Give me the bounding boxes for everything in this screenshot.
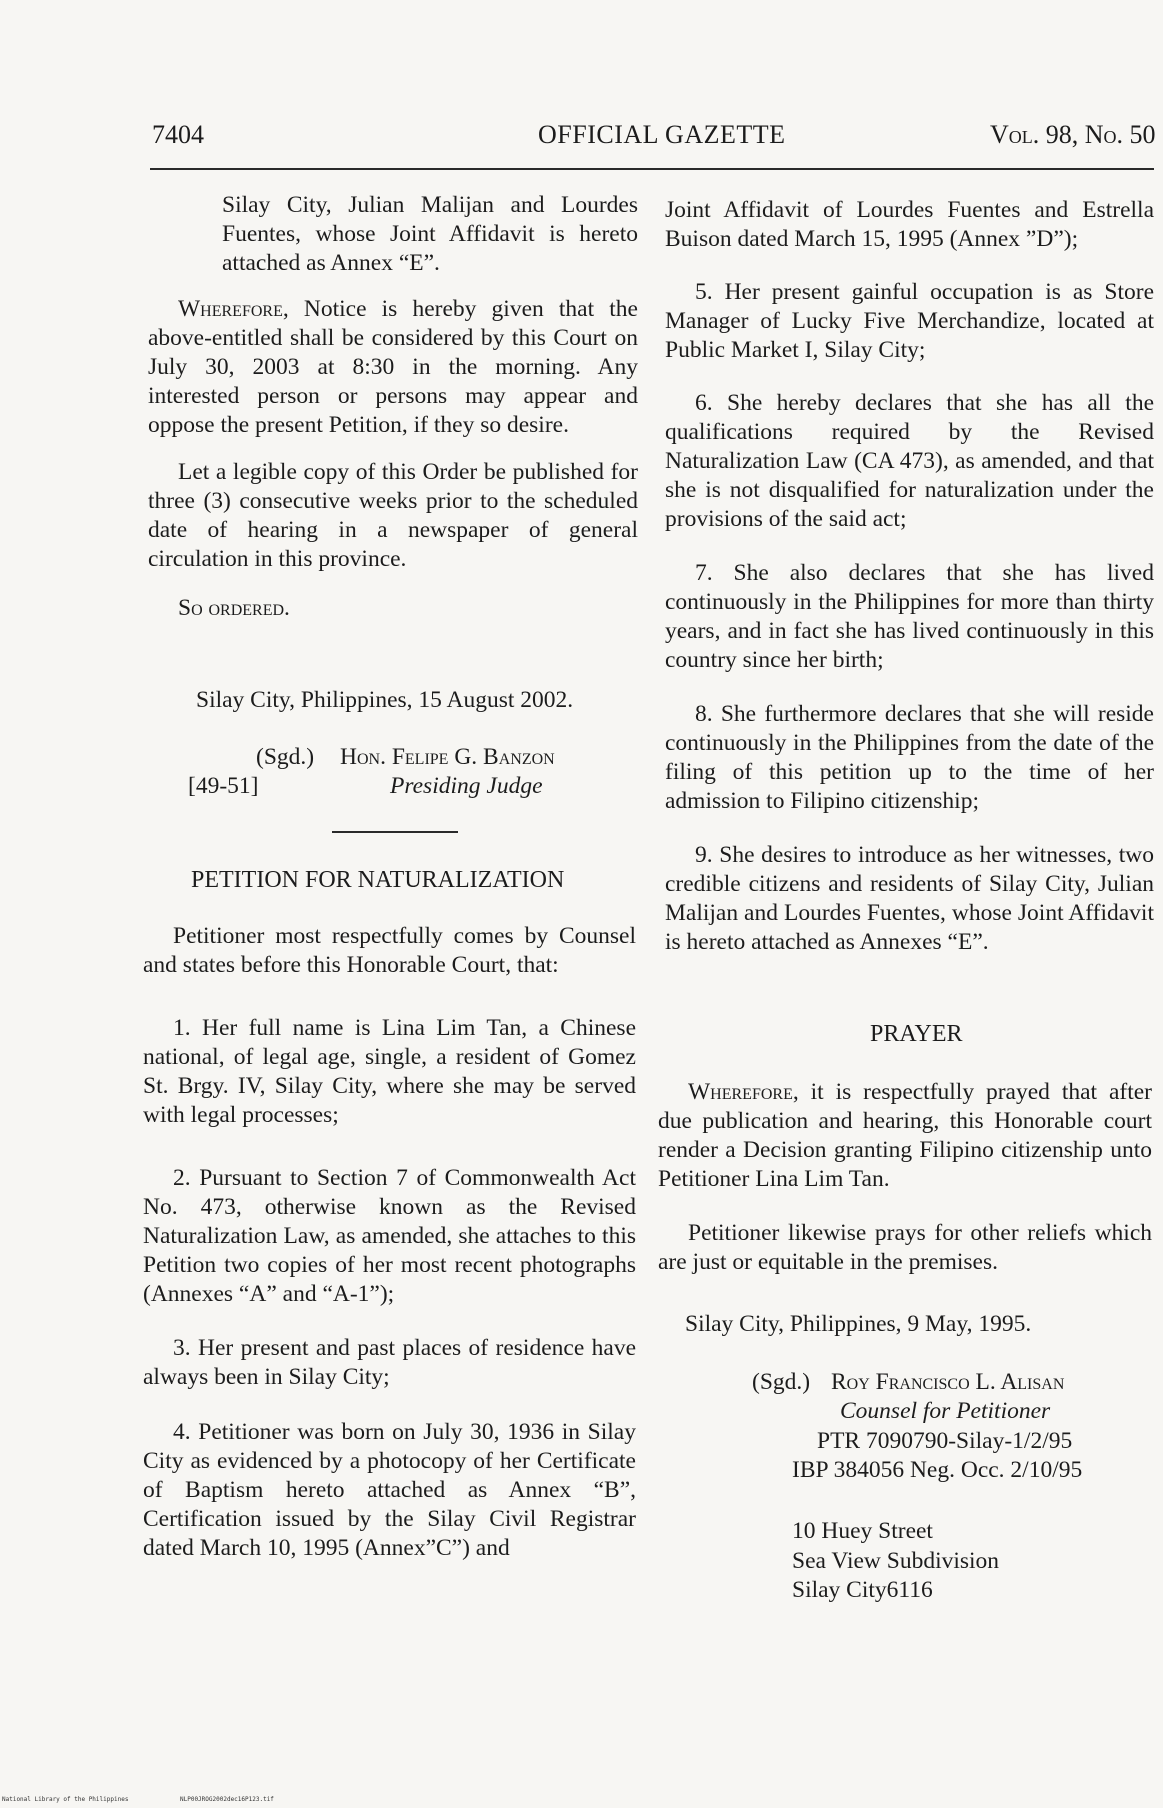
petition-place-date: Silay City, Philippines, 9 May, 1995. (685, 1311, 1032, 1337)
prayer-lead: Wherefore, (688, 1079, 799, 1105)
order-place-date: Silay City, Philippines, 15 August 2002. (196, 687, 574, 713)
address-line-1: 10 Huey Street (792, 1518, 933, 1544)
left-column (148, 191, 638, 623)
wherefore-text: Notice is hereby given that the above-entitled shall be considered by this Court on July 30, 2003 at 8:30 in the morning. Any interested person or persons may appear and oppose the present Petition, if they so desire. (148, 296, 638, 438)
petition-heading: PETITION FOR NATURALIZATION (191, 867, 565, 893)
counsel-ibp: IBP 384056 Neg. Occ. 2/10/95 (792, 1457, 1083, 1483)
page-number: 7404 (152, 120, 204, 149)
petition-body (143, 922, 636, 1563)
volume-number: Vol. 98, No. 50 (990, 120, 1156, 149)
petition-intro: Petitioner most respectfully comes by Counsel and states before this Honorable Court, that: (143, 923, 636, 978)
so-ordered: So ordered. (178, 595, 290, 621)
prayer-wherefore (658, 1078, 1152, 1194)
notice-continuation: Silay City, Julian Malijan and Lourdes Fuentes, whose Joint Affidavit is hereto attached as Annex “E”. (222, 192, 638, 276)
judge-title: Presiding Judge (390, 773, 543, 799)
judge-sgd: (Sgd.) (256, 744, 315, 770)
counsel-ptr: PTR 7090790-Silay-1/2/95 (817, 1428, 1073, 1454)
counsel-title: Counsel for Petitioner (840, 1398, 1051, 1424)
wherefore-lead: Wherefore, (178, 296, 289, 322)
petition-item-7: 7. She also declares that she has lived continuously in the Philippines for more than thirty years, and in fact she has lived continuously in this country since her birth; (665, 560, 1154, 673)
judge-name: Hon. Felipe G. Banzon (340, 744, 555, 770)
notice-wherefore (148, 295, 638, 440)
prayer-text: it is respectfully prayed that after due publication and hearing, this Honorable court render a Decision granting Filipino citizenship unto Petitioner Lina Lim Tan. (658, 1079, 1152, 1192)
petition-item-3: 3. Her present and past places of residence have always been in Silay City; (143, 1335, 636, 1390)
publication-order: Let a legible copy of this Order be published for three (3) consecutive weeks prior to the scheduled date of hearing in a newspaper of general circulation in this province. (148, 459, 638, 572)
publication-title: OFFICIAL GAZETTE (538, 120, 786, 149)
petition-item-1: 1. Her full name is Lina Lim Tan, a Chinese national, of legal age, single, a resident of Gomez St. Brgy. IV, Silay City, where she may be served with legal processes; (143, 1015, 636, 1128)
scan-source-label: National Library of the Philippines (2, 1796, 129, 1803)
petition-item-6: 6. She hereby declares that she has all the qualifications required by the Revised Naturalization Law (CA 473), as amended, and that she is not disqualified for naturalization under the provisions of the said act; (665, 390, 1154, 532)
counsel-sgd: (Sgd.) (752, 1369, 811, 1395)
prayer-body (658, 1078, 1152, 1277)
petition-item-5: 5. Her present gainful occupation is as Store Manager of Lucky Five Merchandize, located at Public Market I, Silay City; (665, 279, 1154, 363)
right-column (665, 196, 1154, 957)
header-rule (150, 168, 1154, 170)
address-line-3: Silay City6116 (792, 1577, 933, 1603)
counsel-name: Roy Francisco L. Alisan (831, 1369, 1065, 1395)
section-divider (332, 831, 458, 833)
petition-item-4: 4. Petitioner was born on July 30, 1936 in Silay City as evidenced by a photocopy of her Certificate of Baptism hereto attached as Annex “B”, Certification issued by the Silay Civil Registrar dated March 10, 1995 (Annex”C”) and (143, 1419, 636, 1561)
annex-continuation: Joint Affidavit of Lourdes Fuentes and Estrella Buison dated March 15, 1995 (Annex ”D”); (665, 197, 1154, 252)
petition-item-9: 9. She desires to introduce as her witnesses, two credible citizens and residents of Silay City, Julian Malijan and Lourdes Fuentes, whose Joint Affidavit is hereto attached as Annexes “E”. (665, 842, 1154, 955)
order-ref: [49-51] (188, 773, 259, 799)
petition-item-2: 2. Pursuant to Section 7 of Commonwealth Act No. 473, otherwise known as the Revised Naturalization Law, as amended, she attaches to this Petition two copies of her most recent photographs (Annexes “A” and “A-1”); (143, 1165, 636, 1307)
petition-item-8: 8. She furthermore declares that she will reside continuously in the Philippines from the date of the filing of this petition up to the time of her admission to Filipino citizenship; (665, 701, 1154, 814)
address-line-2: Sea View Subdivision (792, 1548, 1000, 1574)
scan-file-label: NLP00JROG2002dec16P123.tif (180, 1796, 274, 1803)
prayer-other-reliefs: Petitioner likewise prays for other reliefs which are just or equitable in the premises. (658, 1220, 1152, 1275)
prayer-heading: PRAYER (870, 1021, 963, 1047)
